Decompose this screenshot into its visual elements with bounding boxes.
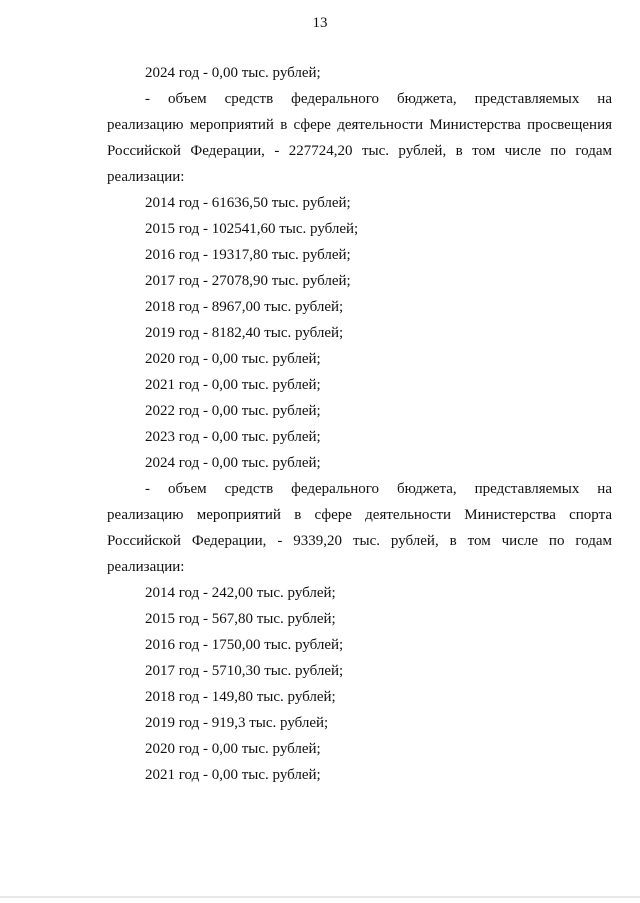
list-item: 2021 год - 0,00 тыс. рублей; <box>145 377 321 393</box>
list-item: 2022 год - 0,00 тыс. рублей; <box>145 403 321 419</box>
year-list-education <box>107 190 612 476</box>
list-item: 2023 год - 0,00 тыс. рублей; <box>145 429 321 445</box>
list-item: 2017 год - 27078,90 тыс. рублей; <box>145 273 351 289</box>
paragraph-sport-budget <box>107 476 612 580</box>
list-item: 2018 год - 149,80 тыс. рублей; <box>145 689 336 705</box>
list-item: 2021 год - 0,00 тыс. рублей; <box>145 767 321 783</box>
paragraph-education-budget <box>107 86 612 190</box>
list-item: 2024 год - 0,00 тыс. рублей; <box>145 65 321 81</box>
list-item: 2015 год - 567,80 тыс. рублей; <box>145 611 336 627</box>
list-item: 2015 год - 102541,60 тыс. рублей; <box>145 221 359 237</box>
paragraph-line: реализации: <box>107 169 185 185</box>
list-item: 2020 год - 0,00 тыс. рублей; <box>145 351 321 367</box>
paragraph-lead: - объем средств федерального бюджета, представляемых на <box>145 481 612 497</box>
page-content <box>107 60 612 788</box>
list-item: 2024 год - 0,00 тыс. рублей; <box>145 455 321 471</box>
list-item: 2014 год - 61636,50 тыс. рублей; <box>145 195 351 211</box>
list-item: 2014 год - 242,00 тыс. рублей; <box>145 585 336 601</box>
paragraph-line: реализацию мероприятий в сфере деятельности Министерства спорта <box>107 507 612 523</box>
list-item: 2016 год - 1750,00 тыс. рублей; <box>145 637 344 653</box>
paragraph-line: реализацию мероприятий в сфере деятельности Министерства просвещения <box>107 117 612 133</box>
year-list-sport <box>107 580 612 788</box>
paragraph-line: Российской Федерации, - 227724,20 тыс. рублей, в том числе по годам <box>107 143 612 159</box>
list-item: 2019 год - 8182,40 тыс. рублей; <box>145 325 344 341</box>
page-bottom-edge <box>0 896 640 898</box>
list-item: 2017 год - 5710,30 тыс. рублей; <box>145 663 344 679</box>
paragraph-line: реализации: <box>107 559 185 575</box>
list-item: 2019 год - 919,3 тыс. рублей; <box>145 715 329 731</box>
page-number: 13 <box>312 15 328 31</box>
paragraph-line: Российской Федерации, - 9339,20 тыс. рублей, в том числе по годам <box>107 533 612 549</box>
list-item: 2018 год - 8967,00 тыс. рублей; <box>145 299 344 315</box>
paragraph-lead: - объем средств федерального бюджета, представляемых на <box>145 91 612 107</box>
list-item: 2016 год - 19317,80 тыс. рублей; <box>145 247 351 263</box>
list-item: 2020 год - 0,00 тыс. рублей; <box>145 741 321 757</box>
